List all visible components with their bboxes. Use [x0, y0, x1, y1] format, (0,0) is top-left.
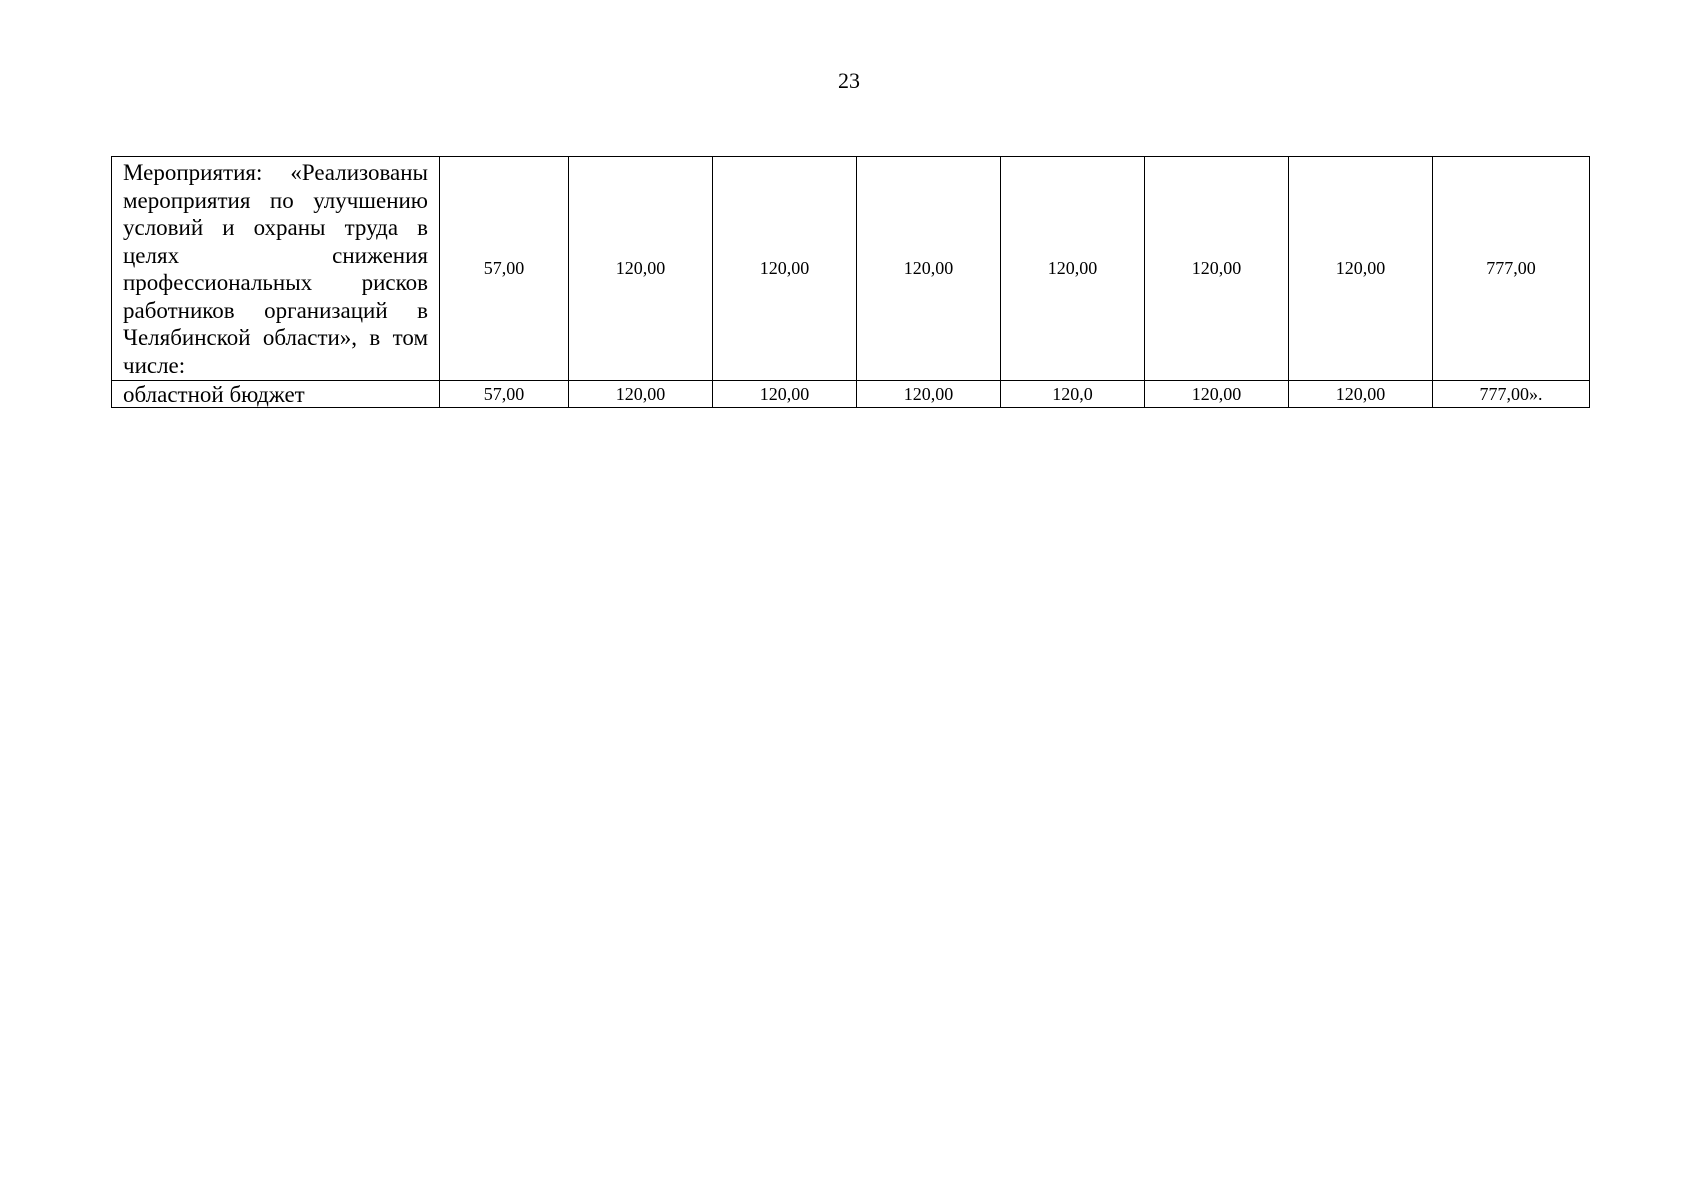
table-cell: 57,00 [440, 381, 569, 408]
table-row [112, 157, 1590, 381]
table-cell: 120,00 [569, 381, 713, 408]
table-cell: 120,00 [569, 157, 713, 381]
table-cell: 120,00 [1289, 157, 1433, 381]
page-number: 23 [838, 68, 860, 93]
row-label-regional-budget: областной бюджет [112, 381, 440, 408]
table-cell: 120,00 [713, 381, 857, 408]
table-cell-total: 777,00 [1433, 157, 1590, 381]
table-cell: 120,00 [1289, 381, 1433, 408]
table-cell: 120,00 [713, 157, 857, 381]
row-label-activity: Мероприятия: «Реализованы мероприятия по улучшению условий и охраны труда в целях снижения профессиональных рисков работников организаций в Челябинской области», в том числе: [112, 157, 440, 381]
table-cell: 120,00 [1145, 381, 1289, 408]
table-cell: 120,00 [1001, 157, 1145, 381]
budget-table [111, 156, 1590, 408]
table-cell: 57,00 [440, 157, 569, 381]
table-cell: 120,00 [857, 381, 1001, 408]
table-cell: 120,0 [1001, 381, 1145, 408]
table-row [112, 381, 1590, 408]
table-cell-total: 777,00». [1433, 381, 1590, 408]
table-cell: 120,00 [857, 157, 1001, 381]
table-cell: 120,00 [1145, 157, 1289, 381]
